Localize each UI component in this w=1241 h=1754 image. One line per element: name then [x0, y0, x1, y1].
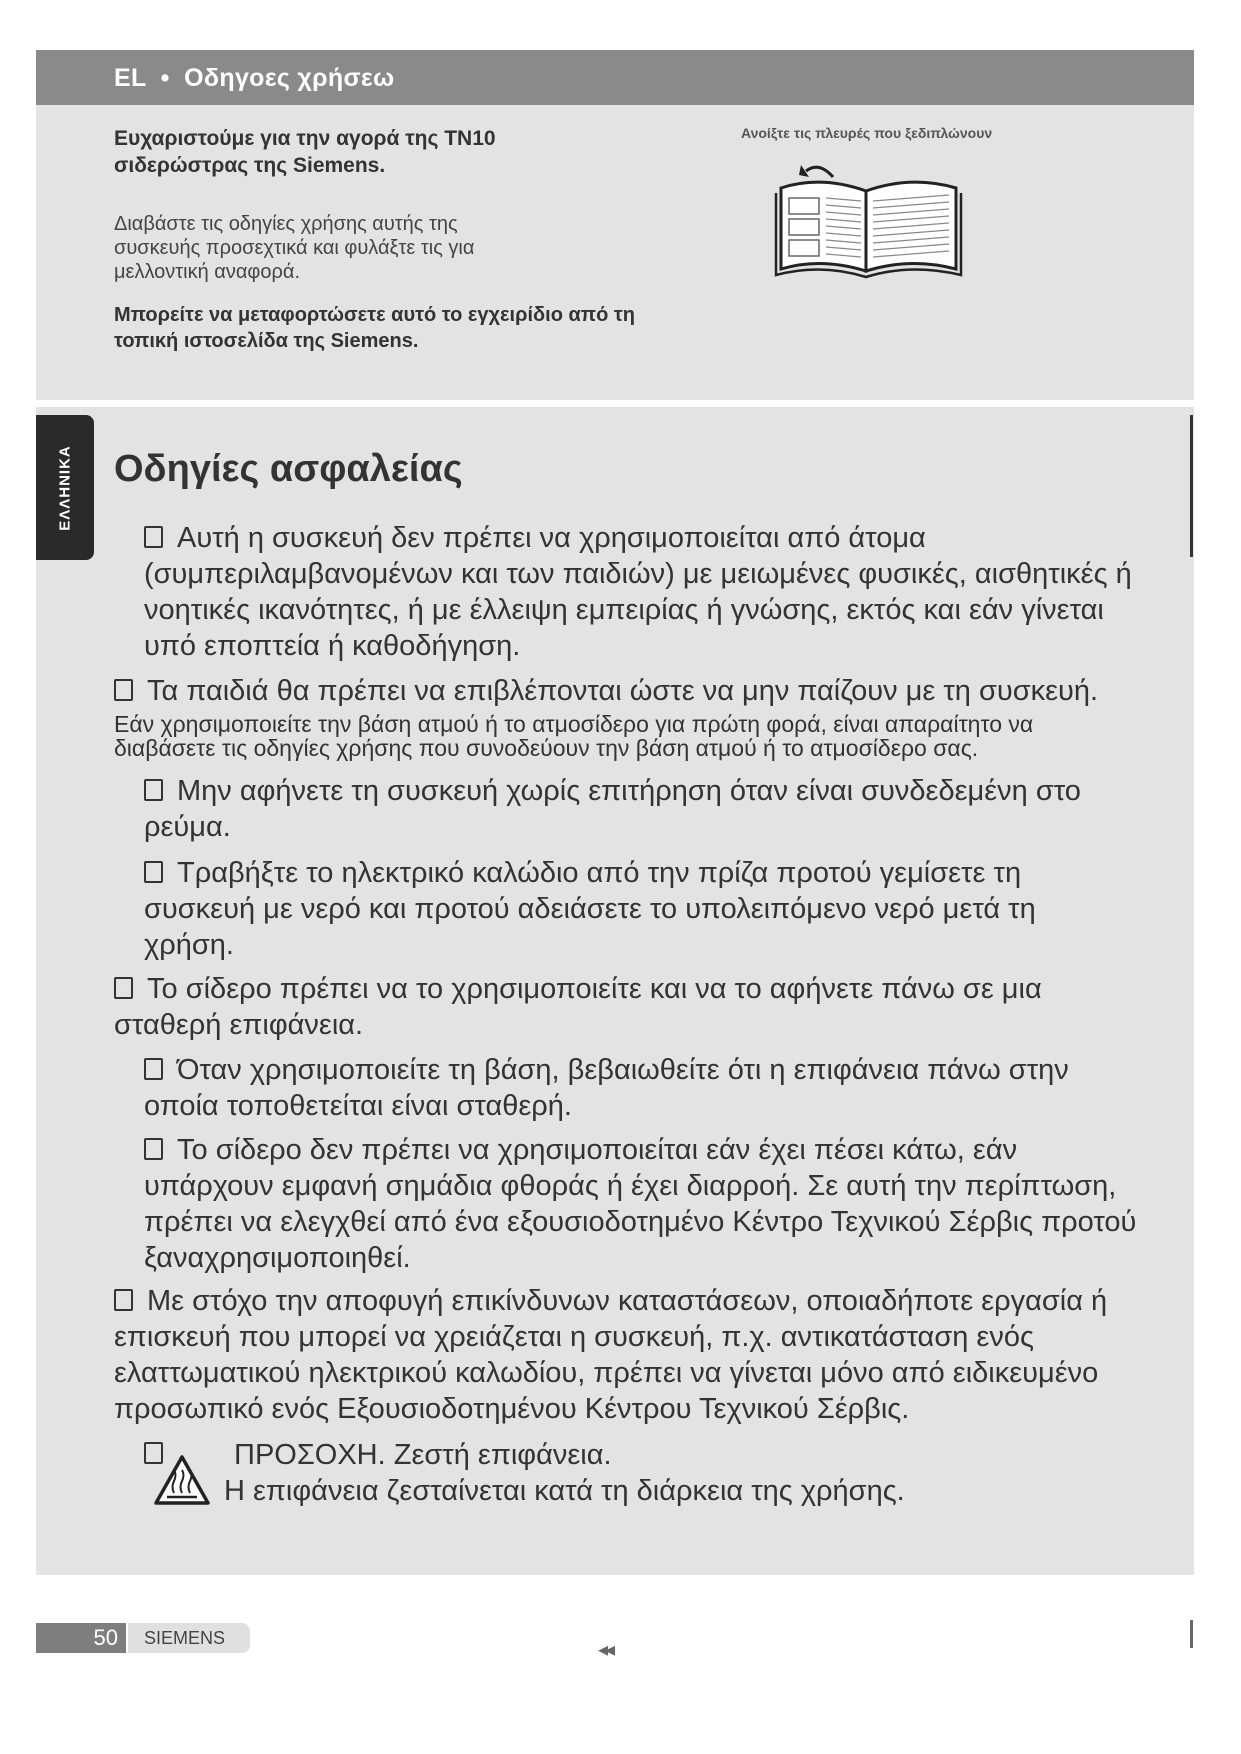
footer-right-rule: [1190, 1620, 1193, 1648]
safety-item: [144, 855, 1104, 963]
safety-item-text: Όταν χρησιμοποιείτε τη βάση, βεβαιωθείτε ότι η επιφάνεια πάνω στην οποία τοποθετείται είναι σταθερή.: [144, 1054, 1069, 1122]
checkbox-square-icon: [144, 861, 163, 883]
intro-download: Μπορείτε να μεταφορτώσετε αυτό το εγχειρίδιο από τη τοπική ιστοσελίδα της Siemens.: [114, 304, 636, 352]
header-separator: •: [160, 64, 170, 92]
safety-item-text: Τραβήξτε το ηλεκτρικό καλώδιο από την πρίζα προτού γεμίσετε τη συσκευή με νερό και προτού αδειάσετε το υπολειπόμενο νερό μετά τη χρήση.: [144, 857, 1036, 961]
safety-item-text: Μην αφήνετε τη συσκευή χωρίς επιτήρηση όταν είναι συνδεδεμένη στο ρεύμα.: [144, 775, 1081, 843]
hot-surface-warning-icon: [152, 1453, 212, 1509]
safety-item: [144, 520, 1154, 664]
footer-brand: SIEMENS: [128, 1623, 250, 1653]
book-caption: Ανοίξτε τις πλευρές που ξεδιπλώνουν: [741, 125, 993, 141]
safety-item-text: Το σίδερο πρέπει να το χρησιμοποιείτε και να το αφήνετε πάνω σε μια σταθερή επιφάνεια.: [114, 973, 1042, 1041]
safety-item: [144, 773, 1144, 845]
checkbox-square-icon: [144, 779, 163, 801]
checkbox-square-icon: [114, 1289, 133, 1311]
intro-panel: [36, 105, 1194, 400]
open-book-icon: [771, 153, 971, 283]
header-bar: [36, 50, 1194, 105]
intro-read: Διαβάστε τις οδηγίες χρήσης αυτής της συσκευής προσεχτικά και φυλάξτε τις για μελλοντική αναφορά.: [114, 213, 475, 283]
safety-item: [144, 1052, 1134, 1124]
warning-title: ΠΡΟΣΟΧΗ. Ζεστή επιφάνεια.: [234, 1439, 612, 1471]
safety-item-text: Με στόχο την αποφυγή επικίνδυνων καταστάσεων, οποιαδήποτε εργασία ή επισκευή που μπορεί να χρειάζεται η συσκευή, π.χ. αντικατάσταση ενός ελαττωματικού ηλεκτρικού καλωδίου, πρέπει να γίνεται μόνο από ειδικευμένο προσωπικό ενός Εξουσιοδοτημένου Κέντρου Τεχνικού Σέρβις.: [114, 1285, 1108, 1425]
safety-item: [114, 971, 1094, 1043]
section-title: Οδηγίες ασφαλείας: [114, 448, 463, 490]
language-side-tab-label: ΕΛΛΗΝΙΚΑ: [56, 444, 74, 531]
page-number: 50: [36, 1623, 126, 1653]
language-side-tab: [36, 415, 94, 560]
right-edge-rule: [1190, 415, 1193, 557]
previous-page-icon[interactable]: ◂◂: [598, 1639, 613, 1661]
checkbox-square-icon: [114, 977, 133, 999]
checkbox-square-icon: [144, 526, 163, 548]
safety-item: [144, 1132, 1154, 1276]
warning-text: Η επιφάνεια ζεσταίνεται κατά τη διάρκεια της χρήσης.: [224, 1475, 905, 1507]
safety-item: [114, 1283, 1174, 1427]
safety-item: [114, 673, 1174, 709]
header-title: [114, 64, 394, 93]
checkbox-square-icon: [114, 679, 133, 701]
intro-thanks: Ευχαριστούμε για την αγορά της ΤΝ10 σιδερώστρας της Siemens.: [114, 127, 496, 177]
safety-item-text: Αυτή η συσκευή δεν πρέπει να χρησιμοποιείται από άτομα (συμπεριλαμβανομένων και των παιδιών) με μειωμένες φυσικές, αισθητικές ή νοητικές ικανότητες, ή με έλλειψη εμπειρίας ή γνώσης, εκτός και εάν γίνεται υπό εποπτεία ή καθοδήγηση.: [144, 522, 1132, 662]
safety-item-text: Τα παιδιά θα πρέπει να επιβλέπονται ώστε να μην παίζουν με τη συσκευή.: [147, 675, 1099, 707]
first-use-note: Εάν χρησιμοποιείτε την βάση ατμού ή το ατμοσίδερο για πρώτη φορά, είναι απαραίτητο να διαβάσετε τις οδηγίες χρήσης που συνοδεύουν την βάση ατμού ή το ατμοσίδερο σας.: [114, 711, 1034, 761]
header-title-text: Οδηγοες χρήσεω: [184, 64, 395, 92]
checkbox-square-icon: [144, 1138, 163, 1160]
checkbox-square-icon: [144, 1058, 163, 1080]
header-lang: EL: [114, 64, 147, 92]
safety-item-text: Το σίδερο δεν πρέπει να χρησιμοποιείται εάν έχει πέσει κάτω, εάν υπάρχουν εμφανή σημάδια φθοράς ή έχει διαρροή. Σε αυτή την περίπτωση, πρέπει να ελεγχθεί από ένα εξουσιοδοτημένο Κέντρο Τεχνικού Σέρβις προτού ξαναχρησιμοποιηθεί.: [144, 1134, 1137, 1274]
